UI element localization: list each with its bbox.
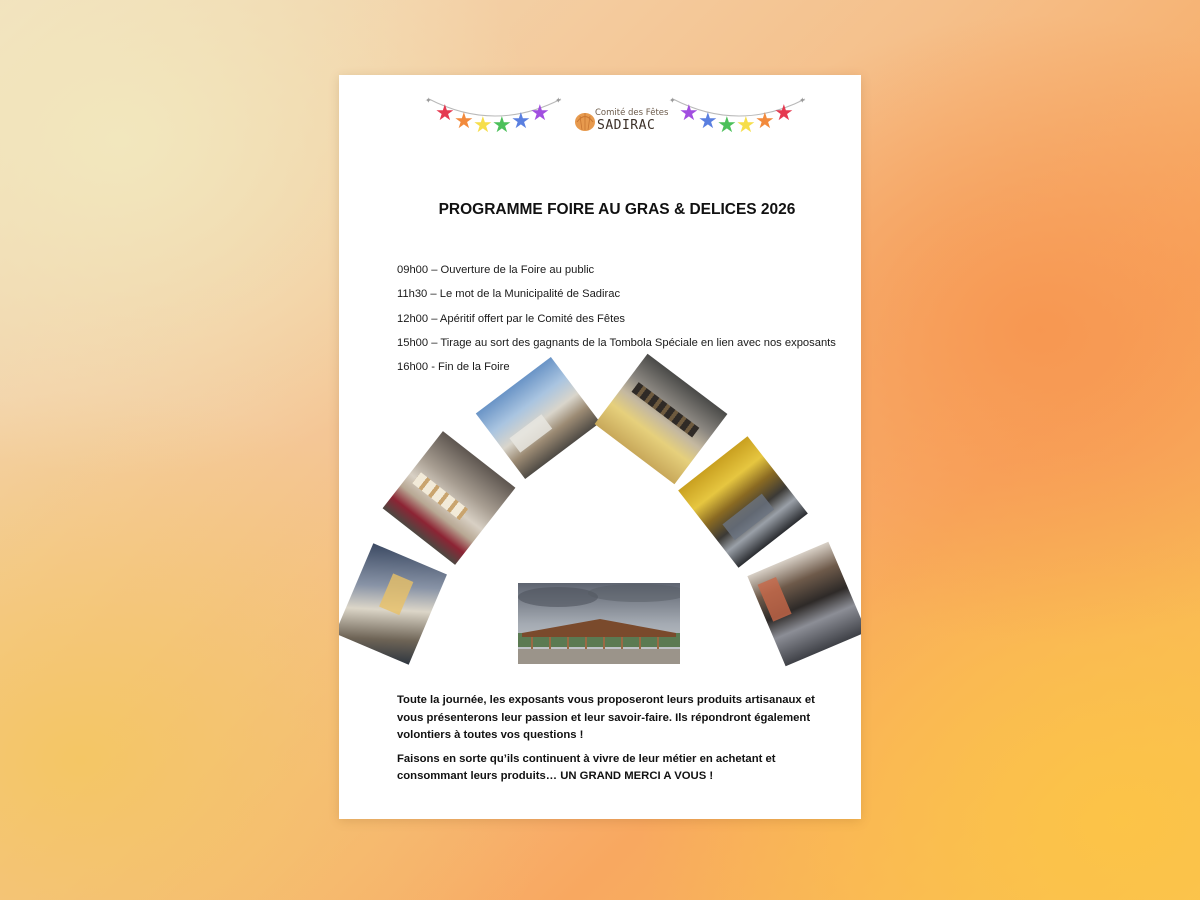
market-photo-5	[678, 436, 808, 567]
flyer-page	[339, 75, 861, 819]
svg-text:★: ★	[435, 100, 455, 125]
svg-text:✦: ✦	[555, 96, 562, 105]
svg-text:★: ★	[736, 112, 756, 137]
market-photo-2	[383, 431, 516, 565]
page-title: PROGRAMME FOIRE AU GRAS & DELICES 2026	[438, 201, 796, 218]
svg-text:★: ★	[454, 108, 474, 133]
schedule-item: 12h00 – Apéritif offert par le Comité des Fêtes	[397, 312, 626, 325]
star-garland-right-icon	[669, 93, 809, 141]
svg-text:★: ★	[511, 108, 531, 133]
schedule-item: 11h30 – Le mot de la Municipalité de Sadirac	[397, 288, 621, 301]
logo-town-text: SADIRAC	[597, 118, 656, 133]
market-photo-1	[339, 543, 447, 664]
footer-text	[397, 692, 842, 792]
footer-paragraph-2: Faisons en sorte qu’ils continuent à vivre de leur métier en achetant et consommant leurs produits… UN GRAND MERCI A VOUS !	[397, 752, 776, 782]
svg-text:★: ★	[530, 100, 550, 125]
svg-text:★: ★	[774, 100, 794, 125]
schedule-item: 16h00 - Fin de la Foire	[397, 361, 510, 374]
star-garland-left-icon	[425, 93, 565, 141]
footer-paragraph-1: Toute la journée, les exposants vous proposeront leurs produits artisanaux et vous présenterons leur passion et leur savoir-faire. Ils répondront également volontiers à toutes vos questions !	[397, 694, 815, 741]
svg-text:★: ★	[679, 100, 699, 125]
svg-text:★: ★	[698, 108, 718, 133]
svg-text:★: ★	[717, 112, 737, 137]
schedule-item: 15h00 – Tirage au sort des gagnants de la Tombola Spéciale en lien avec nos exposants	[397, 336, 836, 349]
logo-comite-text: Comité des Fêtes	[595, 108, 669, 118]
svg-text:✦: ✦	[799, 96, 806, 105]
schedule-item: 09h00 – Ouverture de la Foire au public	[397, 264, 595, 276]
comite-logo	[573, 105, 669, 139]
svg-text:★: ★	[473, 112, 493, 137]
svg-text:✦: ✦	[669, 96, 676, 105]
shell-icon	[573, 109, 597, 133]
market-hall-photo	[518, 583, 680, 664]
schedule-list	[397, 263, 836, 384]
svg-text:★: ★	[492, 112, 512, 137]
svg-text:✦: ✦	[425, 96, 432, 105]
market-photo-6	[747, 542, 861, 667]
svg-text:★: ★	[755, 108, 775, 133]
